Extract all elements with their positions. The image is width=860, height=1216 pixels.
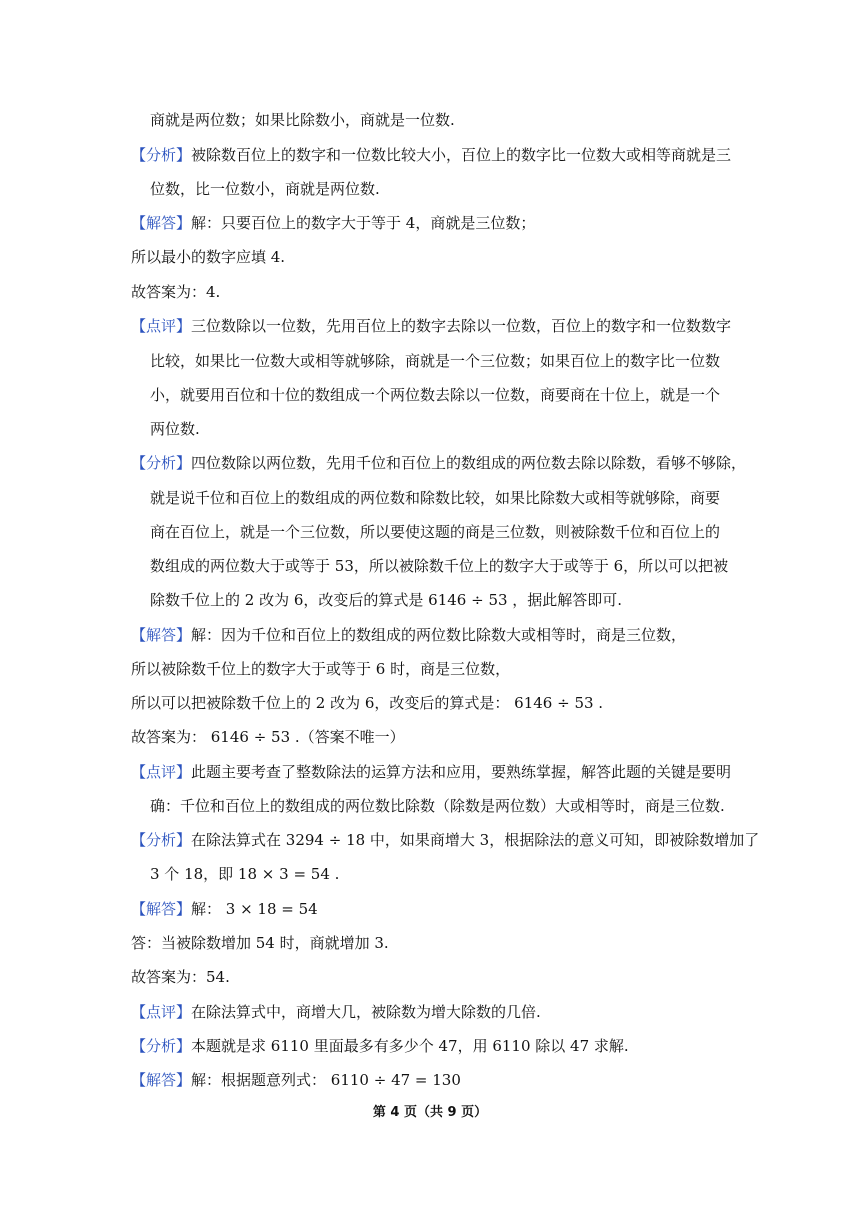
comment-paragraph xyxy=(131,765,731,780)
answer-tag: 【解答】 xyxy=(131,900,192,918)
text-line: 故答案为： 6146 ÷ 53 .（答案不唯一） xyxy=(131,728,405,746)
text-line: 就是说千位和百位上的数组成的两位数和除数比较，如果比除数大或相等就够除，商要 xyxy=(150,489,721,507)
text-line: 解： 3 × 18 = 54 xyxy=(191,900,318,918)
text-line: 所以可以把被除数千位上的 2 改为 6，改变后的算式是： 6146 ÷ 53 . xyxy=(131,694,604,712)
analysis-paragraph xyxy=(131,1039,629,1054)
text-line: 小，就要用百位和十位的数组成一个两位数去除以一位数，商要商在十位上，就是一个 xyxy=(150,386,721,404)
text-line: 故答案为：54. xyxy=(131,968,230,986)
text-line: 确：千位和百位上的数组成的两位数比除数（除数是两位数）大或相等时，商是三位数. xyxy=(150,797,725,815)
comment-tag: 【点评】 xyxy=(131,763,192,781)
text-line: 3 个 18，即 18 × 3 = 54 . xyxy=(150,865,340,883)
answer-paragraph xyxy=(131,216,535,231)
analysis-tag: 【分析】 xyxy=(131,831,192,849)
text-line: 解：只要百位上的数字大于等于 4，商就是三位数； xyxy=(191,214,536,232)
analysis-tag: 【分析】 xyxy=(131,1037,192,1055)
answer-tag: 【解答】 xyxy=(131,626,192,644)
text-line: 商在百位上，就是一个三位数，所以要使这题的商是三位数，则被除数千位和百位上的 xyxy=(150,523,721,541)
text-line: 所以被除数千位上的数字大于或等于 6 时，商是三位数， xyxy=(131,660,511,678)
analysis-tag: 【分析】 xyxy=(131,146,192,164)
answer-tag: 【解答】 xyxy=(131,1071,192,1089)
text-line: 此题主要考查了整数除法的运算方法和应用，要熟练掌握，解答此题的关键是要明 xyxy=(191,763,732,781)
comment-paragraph xyxy=(131,319,731,334)
analysis-paragraph xyxy=(131,833,759,848)
text-line: 商就是两位数；如果比除数小，商就是一位数. xyxy=(150,111,455,129)
text-line: 所以最小的数字应填 4. xyxy=(131,248,286,266)
text-line: 除数千位上的 2 改为 6，改变后的算式是 6146 ÷ 53 ，据此解答即可. xyxy=(150,591,623,609)
answer-paragraph xyxy=(131,628,686,643)
text-line: 两位数. xyxy=(150,420,200,438)
text-line: 四位数除以两位数，先用千位和百位上的数组成的两位数去除以除数，看够不够除， xyxy=(191,454,747,472)
text-line: 在除法算式在 3294 ÷ 18 中，如果商增大 3，根据除法的意义可知，即被除数增加了 xyxy=(191,831,760,849)
text-line: 答：当被除数增加 54 时，商就增加 3. xyxy=(131,934,389,952)
answer-paragraph xyxy=(131,902,318,917)
text-line: 数组成的两位数大于或等于 53，所以被除数千位上的数字大于或等于 6，所以可以把被 xyxy=(150,557,729,575)
comment-paragraph xyxy=(131,1005,541,1020)
answer-paragraph xyxy=(131,1073,461,1088)
page-footer: 第 4 页（共 9 页） xyxy=(372,1105,488,1120)
text-line: 在除法算式中，商增大几，被除数为增大除数的几倍. xyxy=(191,1003,541,1021)
comment-tag: 【点评】 xyxy=(131,1003,192,1021)
text-line: 位数，比一位数小，商就是两位数. xyxy=(150,180,380,198)
text-line: 被除数百位上的数字和一位数比较大小，百位上的数字比一位数大或相等商就是三 xyxy=(191,146,732,164)
analysis-tag: 【分析】 xyxy=(131,454,192,472)
analysis-paragraph xyxy=(131,148,731,163)
answer-tag: 【解答】 xyxy=(131,214,192,232)
text-line: 解：因为千位和百位上的数组成的两位数比除数大或相等时，商是三位数， xyxy=(191,626,687,644)
text-line: 解：根据题意列式： 6110 ÷ 47 = 130 xyxy=(191,1071,461,1089)
text-line: 比较，如果比一位数大或相等就够除，商就是一个三位数；如果百位上的数字比一位数 xyxy=(150,352,721,370)
analysis-paragraph xyxy=(131,456,746,471)
text-line: 本题就是求 6110 里面最多有多少个 47，用 6110 除以 47 求解. xyxy=(191,1037,629,1055)
text-line: 三位数除以一位数，先用百位上的数字去除以一位数，百位上的数字和一位数数字 xyxy=(191,317,732,335)
comment-tag: 【点评】 xyxy=(131,317,192,335)
text-line: 故答案为：4. xyxy=(131,283,221,301)
